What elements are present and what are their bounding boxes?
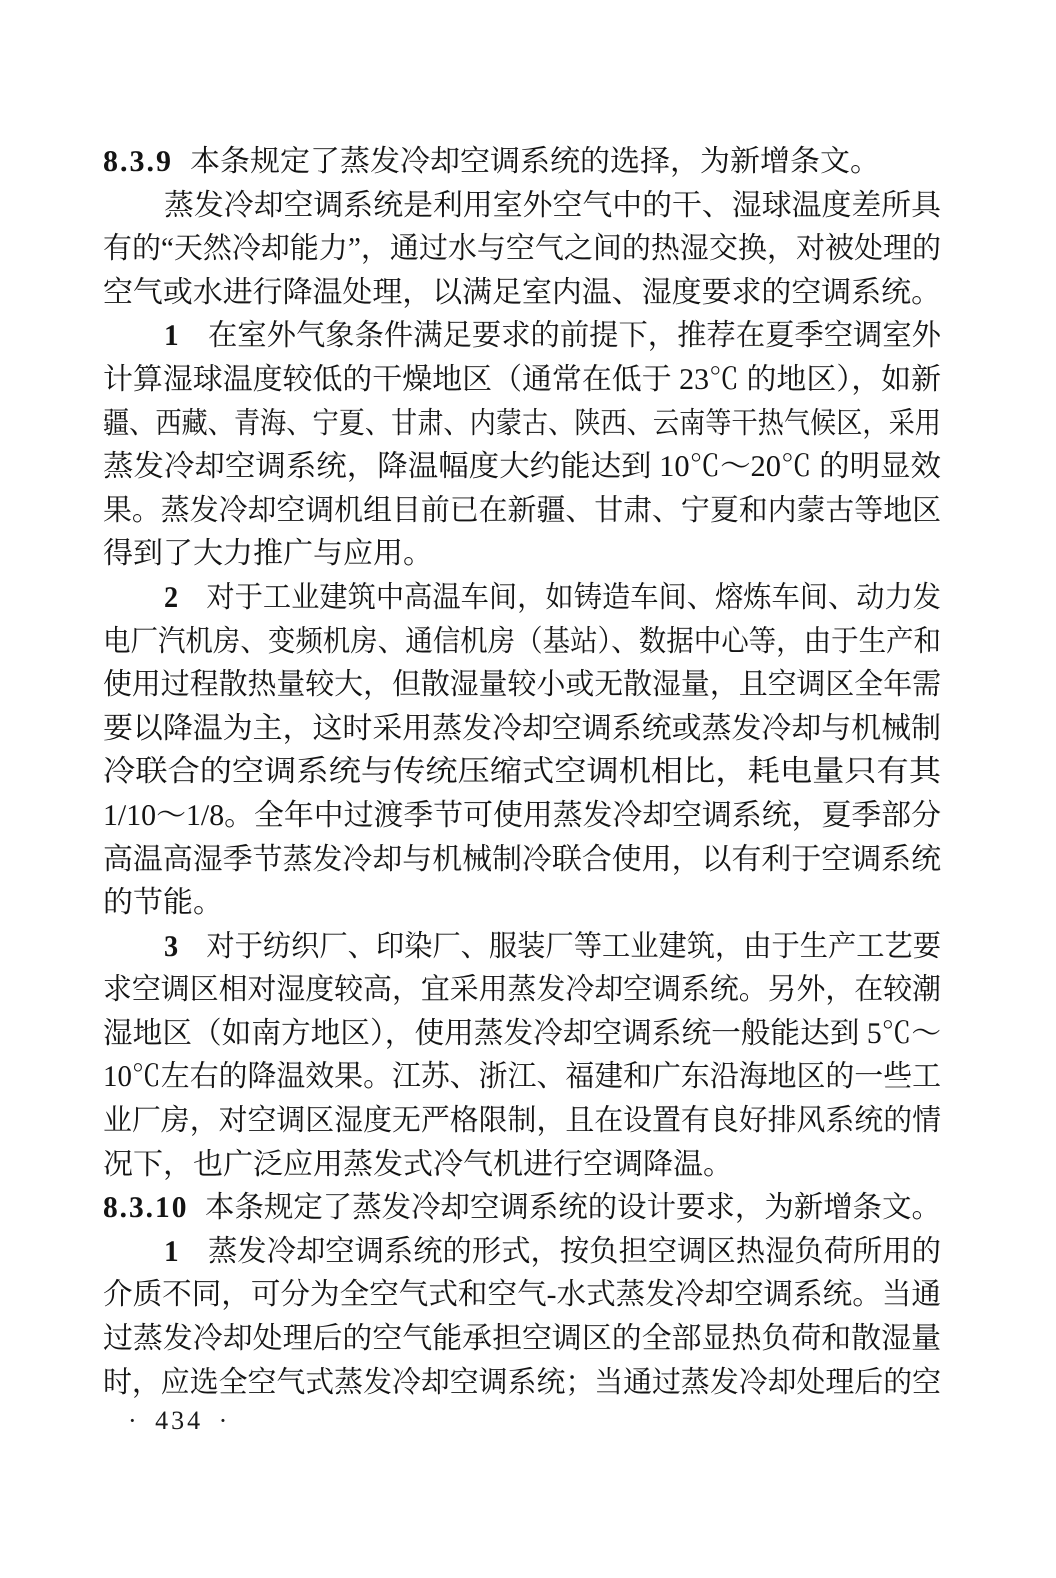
text-line bbox=[103, 620, 941, 664]
line-text: 蒸发冷却空调系统是利用室外空气中的干、湿球温度差所具 bbox=[164, 188, 941, 222]
text-line bbox=[103, 663, 941, 707]
line-content bbox=[164, 925, 941, 969]
line-content bbox=[103, 968, 941, 1012]
text-line bbox=[103, 489, 941, 533]
clause-number: 8.3.10 bbox=[103, 1191, 189, 1225]
clause-8-3-10 bbox=[103, 1186, 941, 1230]
line-content bbox=[103, 1099, 941, 1143]
item-number: 3 bbox=[164, 929, 180, 963]
item-3-paragraph bbox=[103, 925, 941, 1187]
line-content bbox=[164, 314, 941, 358]
line-text: 对于纺织厂、印染厂、服装厂等工业建筑，由于生产工艺要 bbox=[206, 929, 941, 963]
intro-paragraph bbox=[103, 184, 941, 315]
item-1-paragraph bbox=[103, 314, 941, 576]
line-content bbox=[103, 227, 941, 271]
line-text: 况下，也广泛应用蒸发式冷气机进行空调降温。 bbox=[103, 1147, 733, 1181]
line-content bbox=[164, 1230, 941, 1274]
line-text: 过蒸发冷却处理后的空气能承担空调区的全部显热负荷和散湿量 bbox=[103, 1322, 941, 1356]
line-content bbox=[103, 663, 941, 707]
line-text: 业厂房，对空调区湿度无严格限制，且在设置有良好排风系统的情 bbox=[103, 1104, 941, 1138]
text-line bbox=[103, 794, 941, 838]
line-content bbox=[103, 1055, 941, 1099]
line-text: 蒸发冷却空调系统的形式，按负担空调区热湿负荷所用的 bbox=[207, 1234, 941, 1268]
text-line bbox=[103, 184, 941, 228]
line-text: 疆、西藏、青海、宁夏、甘肃、内蒙古、陕西、云南等干热气候区，采用 bbox=[103, 406, 941, 440]
line-content bbox=[103, 532, 433, 576]
line-text: 在室外气象条件满足要求的前提下，推荐在夏季空调室外 bbox=[207, 319, 941, 353]
text-line bbox=[103, 576, 941, 620]
item-number: 2 bbox=[164, 580, 180, 614]
text-line bbox=[103, 271, 941, 315]
line-content bbox=[103, 838, 941, 882]
line-content bbox=[164, 184, 941, 228]
line-text: 果。蒸发冷却空调机组目前已在新疆、甘肃、宁夏和内蒙古等地区 bbox=[103, 493, 941, 527]
line-text: 湿地区（如南方地区），使用蒸发冷却空调系统一般能达到 5℃～ bbox=[103, 1016, 941, 1050]
text-line bbox=[103, 925, 941, 969]
line-text: 高温高湿季节蒸发冷却与机械制冷联合使用，以有利于空调系统 bbox=[103, 842, 941, 876]
line-text: 10℃左右的降温效果。江苏、浙江、福建和广东沿海地区的一些工 bbox=[103, 1060, 941, 1094]
line-text: 使用过程散热量较大，但散湿量较小或无散湿量，且空调区全年需 bbox=[103, 668, 941, 702]
line-content bbox=[103, 140, 880, 184]
item-1-of-8-3-10-paragraph bbox=[103, 1230, 941, 1404]
line-content bbox=[103, 489, 941, 533]
text-line bbox=[103, 1361, 941, 1405]
text-line bbox=[103, 1230, 941, 1274]
line-content bbox=[103, 750, 941, 794]
line-text: 电厂汽机房、变频机房、通信机房（基站）、数据中心等，由于生产和 bbox=[103, 624, 941, 658]
line-text: 得到了大力推广与应用。 bbox=[103, 537, 433, 571]
line-text: 本条规定了蒸发冷却空调系统的选择，为新增条文。 bbox=[190, 145, 880, 178]
text-block bbox=[103, 140, 941, 1404]
text-line bbox=[103, 402, 941, 446]
text-line bbox=[103, 838, 941, 882]
text-line bbox=[103, 1317, 941, 1361]
text-line bbox=[103, 1099, 941, 1143]
item-2-paragraph bbox=[103, 576, 941, 925]
text-line bbox=[103, 881, 941, 925]
line-content bbox=[103, 707, 941, 751]
line-text: 空气或水进行降温处理，以满足室内温、湿度要求的空调系统。 bbox=[103, 275, 941, 309]
line-text: 计算湿球温度较低的干燥地区（通常在低于 23℃ 的地区），如新 bbox=[103, 362, 941, 396]
line-text: 1/10～1/8。全年中过渡季节可使用蒸发冷却空调系统，夏季部分 bbox=[103, 798, 941, 832]
line-text: 本条规定了蒸发冷却空调系统的设计要求，为新增条文。 bbox=[205, 1191, 941, 1225]
line-content bbox=[103, 794, 941, 838]
text-line bbox=[103, 1186, 941, 1230]
clause-number: 8.3.9 bbox=[103, 145, 173, 178]
text-line bbox=[103, 445, 941, 489]
text-line bbox=[103, 968, 941, 1012]
text-line bbox=[103, 1143, 941, 1187]
line-content bbox=[103, 1186, 941, 1230]
line-content bbox=[103, 1143, 733, 1187]
line-text: 介质不同，可分为全空气式和空气-水式蒸发冷却空调系统。当通 bbox=[103, 1278, 941, 1312]
text-line bbox=[103, 227, 941, 271]
line-content bbox=[103, 402, 941, 446]
line-content bbox=[103, 1012, 941, 1056]
line-content bbox=[103, 358, 941, 402]
line-content bbox=[103, 1317, 941, 1361]
line-content bbox=[103, 1361, 941, 1405]
line-text: 有的“天然冷却能力”，通过水与空气之间的热湿交换，对被处理的 bbox=[103, 232, 941, 266]
text-line bbox=[103, 1012, 941, 1056]
line-content bbox=[103, 620, 941, 664]
line-text: 对于工业建筑中高温车间，如铸造车间、熔炼车间、动力发 bbox=[206, 580, 941, 614]
line-content bbox=[103, 445, 941, 489]
line-text: 冷联合的空调系统与传统压缩式空调机相比，耗电量只有其 bbox=[103, 755, 941, 789]
text-line bbox=[103, 707, 941, 751]
line-text: 求空调区相对湿度较高，宜采用蒸发冷却空调系统。另外，在较潮 bbox=[103, 973, 941, 1007]
item-number: 1 bbox=[164, 1234, 180, 1268]
item-number: 1 bbox=[164, 319, 180, 353]
page-number: · 434 · bbox=[128, 1406, 231, 1435]
line-text: 时，应选全空气式蒸发冷却空调系统；当通过蒸发冷却处理后的空 bbox=[103, 1365, 941, 1399]
line-content bbox=[103, 881, 223, 925]
text-line bbox=[103, 1055, 941, 1099]
clause-8-3-9 bbox=[103, 140, 941, 184]
text-line bbox=[103, 140, 941, 184]
line-text: 要以降温为主，这时采用蒸发冷却空调系统或蒸发冷却与机械制 bbox=[103, 711, 941, 745]
line-content bbox=[164, 576, 941, 620]
line-content bbox=[103, 1273, 941, 1317]
text-line bbox=[103, 358, 941, 402]
line-content bbox=[103, 271, 941, 315]
text-line bbox=[103, 532, 941, 576]
text-line bbox=[103, 314, 941, 358]
line-text: 蒸发冷却空调系统，降温幅度大约能达到 10℃～20℃ 的明显效 bbox=[103, 450, 941, 484]
text-line bbox=[103, 1273, 941, 1317]
text-line bbox=[103, 750, 941, 794]
line-text: 的节能。 bbox=[103, 886, 223, 920]
